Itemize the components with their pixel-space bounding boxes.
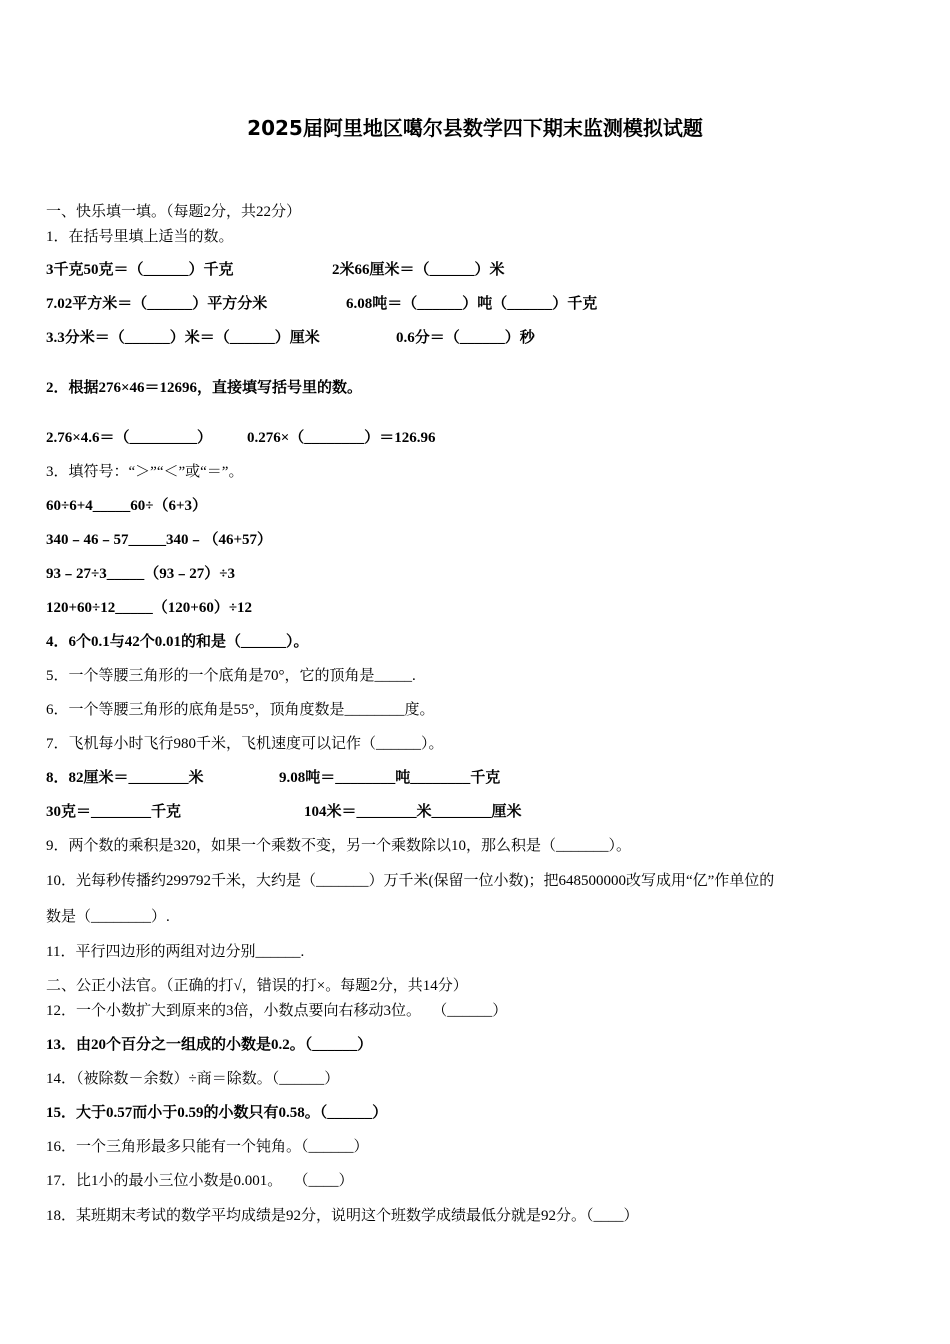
- question-1-row3-b: 0.6分＝（______）秒: [396, 330, 535, 346]
- section-1-heading: 一、快乐填一填。（每题2分，共22分）: [46, 204, 302, 220]
- question-1-row1-a: 3千克50克＝（______）千克: [46, 262, 234, 278]
- question-16: 16．一个三角形最多只能有一个钝角。（______）: [46, 1139, 369, 1155]
- question-8-row1-a: 8．82厘米＝________米: [46, 770, 204, 786]
- question-3-item: 340﹣46﹣57_____340﹣（46+57）: [46, 532, 273, 548]
- question-10-line-1: 10．光每秒传播约299792千米，大约是（_______）万千米(保留一位小数)；把648500000改写成用“亿”作单位的: [46, 873, 775, 889]
- question-14: 14．（被除数－余数）÷商＝除数。（______）: [46, 1071, 340, 1087]
- question-8-row2-a: 30克＝________千克: [46, 804, 182, 820]
- question-7: 7．飞机每小时飞行980千米，飞机速度可以记作（______）。: [46, 736, 444, 752]
- question-4: 4．6个0.1与42个0.01的和是（______）。: [46, 634, 309, 650]
- question-2-row-a: 2.76×4.6＝（_________）: [46, 430, 213, 446]
- question-1-row2-a: 7.02平方米＝（______）平方分米: [46, 296, 268, 312]
- question-1-stem: 1．在括号里填上适当的数。: [46, 229, 234, 245]
- question-17: 17．比1小的最小三位小数是0.001。 （____）: [46, 1173, 354, 1189]
- question-2-row-b: 0.276×（________）＝126.96: [247, 430, 436, 446]
- question-15: 15．大于0.57而小于0.59的小数只有0.58。（______）: [46, 1105, 388, 1121]
- question-13: 13．由20个百分之一组成的小数是0.2。（______）: [46, 1037, 373, 1053]
- question-3-stem: 3．填符号：“＞”“＜”或“＝”。: [46, 464, 244, 480]
- question-3-item: 120+60÷12_____（120+60）÷12: [46, 600, 253, 616]
- question-10-line-2: 数是（________）.: [46, 909, 170, 925]
- question-3-item: 60÷6+4_____60÷（6+3）: [46, 498, 208, 514]
- question-5: 5．一个等腰三角形的一个底角是70°，它的顶角是_____.: [46, 668, 416, 684]
- question-12: 12．一个小数扩大到原来的3倍，小数点要向右移动3位。 （______）: [46, 1003, 508, 1019]
- question-8-row2-b: 104米＝________米________厘米: [304, 804, 522, 820]
- question-18: 18．某班期末考试的数学平均成绩是92分，说明这个班数学成绩最低分就是92分。（____）: [46, 1208, 639, 1224]
- section-2-heading: 二、公正小法官。（正确的打√，错误的打×。每题2分，共14分）: [46, 978, 468, 994]
- question-6: 6．一个等腰三角形的底角是55°，顶角度数是________度。: [46, 702, 435, 718]
- question-1-row2-b: 6.08吨＝（______）吨（______）千克: [346, 296, 598, 312]
- question-9: 9．两个数的乘积是320，如果一个乘数不变，另一个乘数除以10，那么积是（_______）。: [46, 838, 632, 854]
- question-2-stem: 2．根据276×46＝12696，直接填写括号里的数。: [46, 380, 363, 396]
- question-11: 11．平行四边形的两组对边分别______.: [46, 944, 305, 960]
- page-title: 2025届阿里地区噶尔县数学四下期末监测模拟试题: [247, 116, 703, 140]
- question-3-item: 93﹣27÷3_____（93﹣27）÷3: [46, 566, 235, 582]
- question-1-row1-b: 2米66厘米＝（______）米: [332, 262, 505, 278]
- question-8-row1-b: 9.08吨＝________吨________千克: [279, 770, 501, 786]
- question-1-row3-a: 3.3分米＝（______）米＝（______）厘米: [46, 330, 320, 346]
